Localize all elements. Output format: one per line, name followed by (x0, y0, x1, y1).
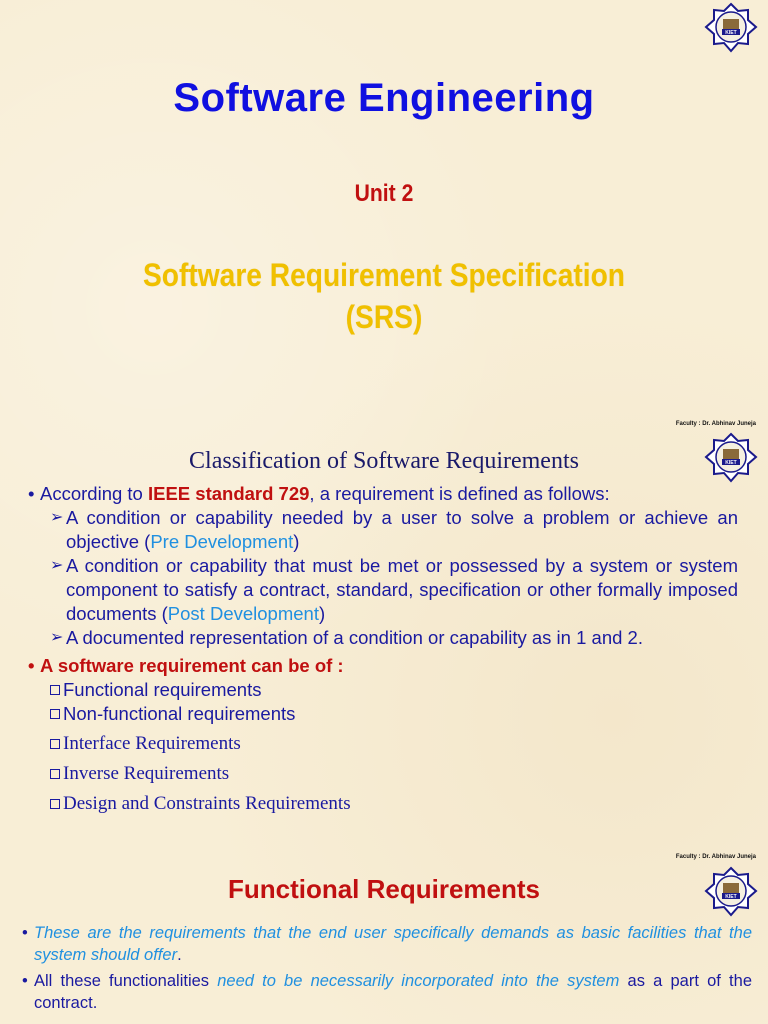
requirement-types (50, 678, 738, 816)
slide-heading: Classification of Software Requirements (189, 448, 579, 474)
slide-body (22, 922, 752, 1014)
faculty-credit: Faculty : Dr. Abhinav Juneja (675, 854, 756, 860)
bullet-types: • A software requirement can be of : (28, 655, 344, 676)
bullet-item: • These are the requirements that the end user specifically demands as basic facilities that the system should offer. (22, 924, 752, 964)
definition-3: ➢ A documented representation of a condition or capability as in 1 and 2. (50, 627, 643, 648)
list-item: Non-functional requirements (50, 702, 738, 726)
srs-heading (46, 254, 722, 338)
slide-title (0, 0, 768, 430)
checkbox-icon (50, 739, 60, 749)
svg-text:KIET: KIET (725, 30, 737, 36)
course-title: Software Engineering (173, 76, 595, 120)
slide-body (28, 482, 738, 816)
srs-heading-line2: (SRS) (345, 299, 423, 335)
checkbox-icon (50, 769, 60, 779)
faculty-credit: Faculty : Dr. Abhinav Juneja (675, 421, 756, 427)
definition-1: ➢ A condition or capability needed by a user to solve a problem or achieve an objective (Pre Development) (50, 507, 738, 552)
bullet-dot: • (28, 655, 35, 676)
arrow-icon: ➢ (50, 629, 64, 646)
svg-text:KIET: KIET (725, 460, 737, 466)
definition-2: ➢ A condition or capability that must be met or possessed by a system or system component to satisfy a contract, standard, specification or other formally imposed documents (Post Development) (50, 555, 738, 624)
kiet-logo (702, 2, 760, 58)
list-item: Interface Requirements (50, 732, 738, 756)
bullet-ieee: • According to IEEE standard 729, a requirement is defined as follows: (28, 483, 610, 504)
bullet-dot: • (28, 483, 35, 504)
ieee-standard: IEEE standard 729 (147, 483, 310, 504)
bullet-item: • All these functionalities need to be necessarily incorporated into the system as a part of the contract. (22, 972, 752, 1012)
list-item: Design and Constraints Requirements (50, 792, 738, 816)
slide-heading: Functional Requirements (227, 874, 541, 904)
list-item: Functional requirements (50, 678, 738, 702)
bullet-dot: • (22, 972, 28, 990)
checkbox-icon (50, 685, 60, 695)
checkbox-icon (50, 709, 60, 719)
post-development-tag: Post Development (167, 603, 319, 624)
slide-classification (0, 430, 768, 862)
arrow-icon: ➢ (50, 557, 64, 574)
svg-text:KIET: KIET (725, 894, 737, 900)
unit-label: Unit 2 (354, 180, 414, 207)
pre-development-tag: Pre Development (150, 531, 294, 552)
bullet-dot: • (22, 924, 28, 942)
srs-heading-line1: Software Requirement Specification (143, 257, 625, 293)
list-item: Inverse Requirements (50, 762, 738, 786)
checkbox-icon (50, 799, 60, 809)
arrow-icon: ➢ (50, 509, 64, 526)
slide-functional (0, 862, 768, 1024)
